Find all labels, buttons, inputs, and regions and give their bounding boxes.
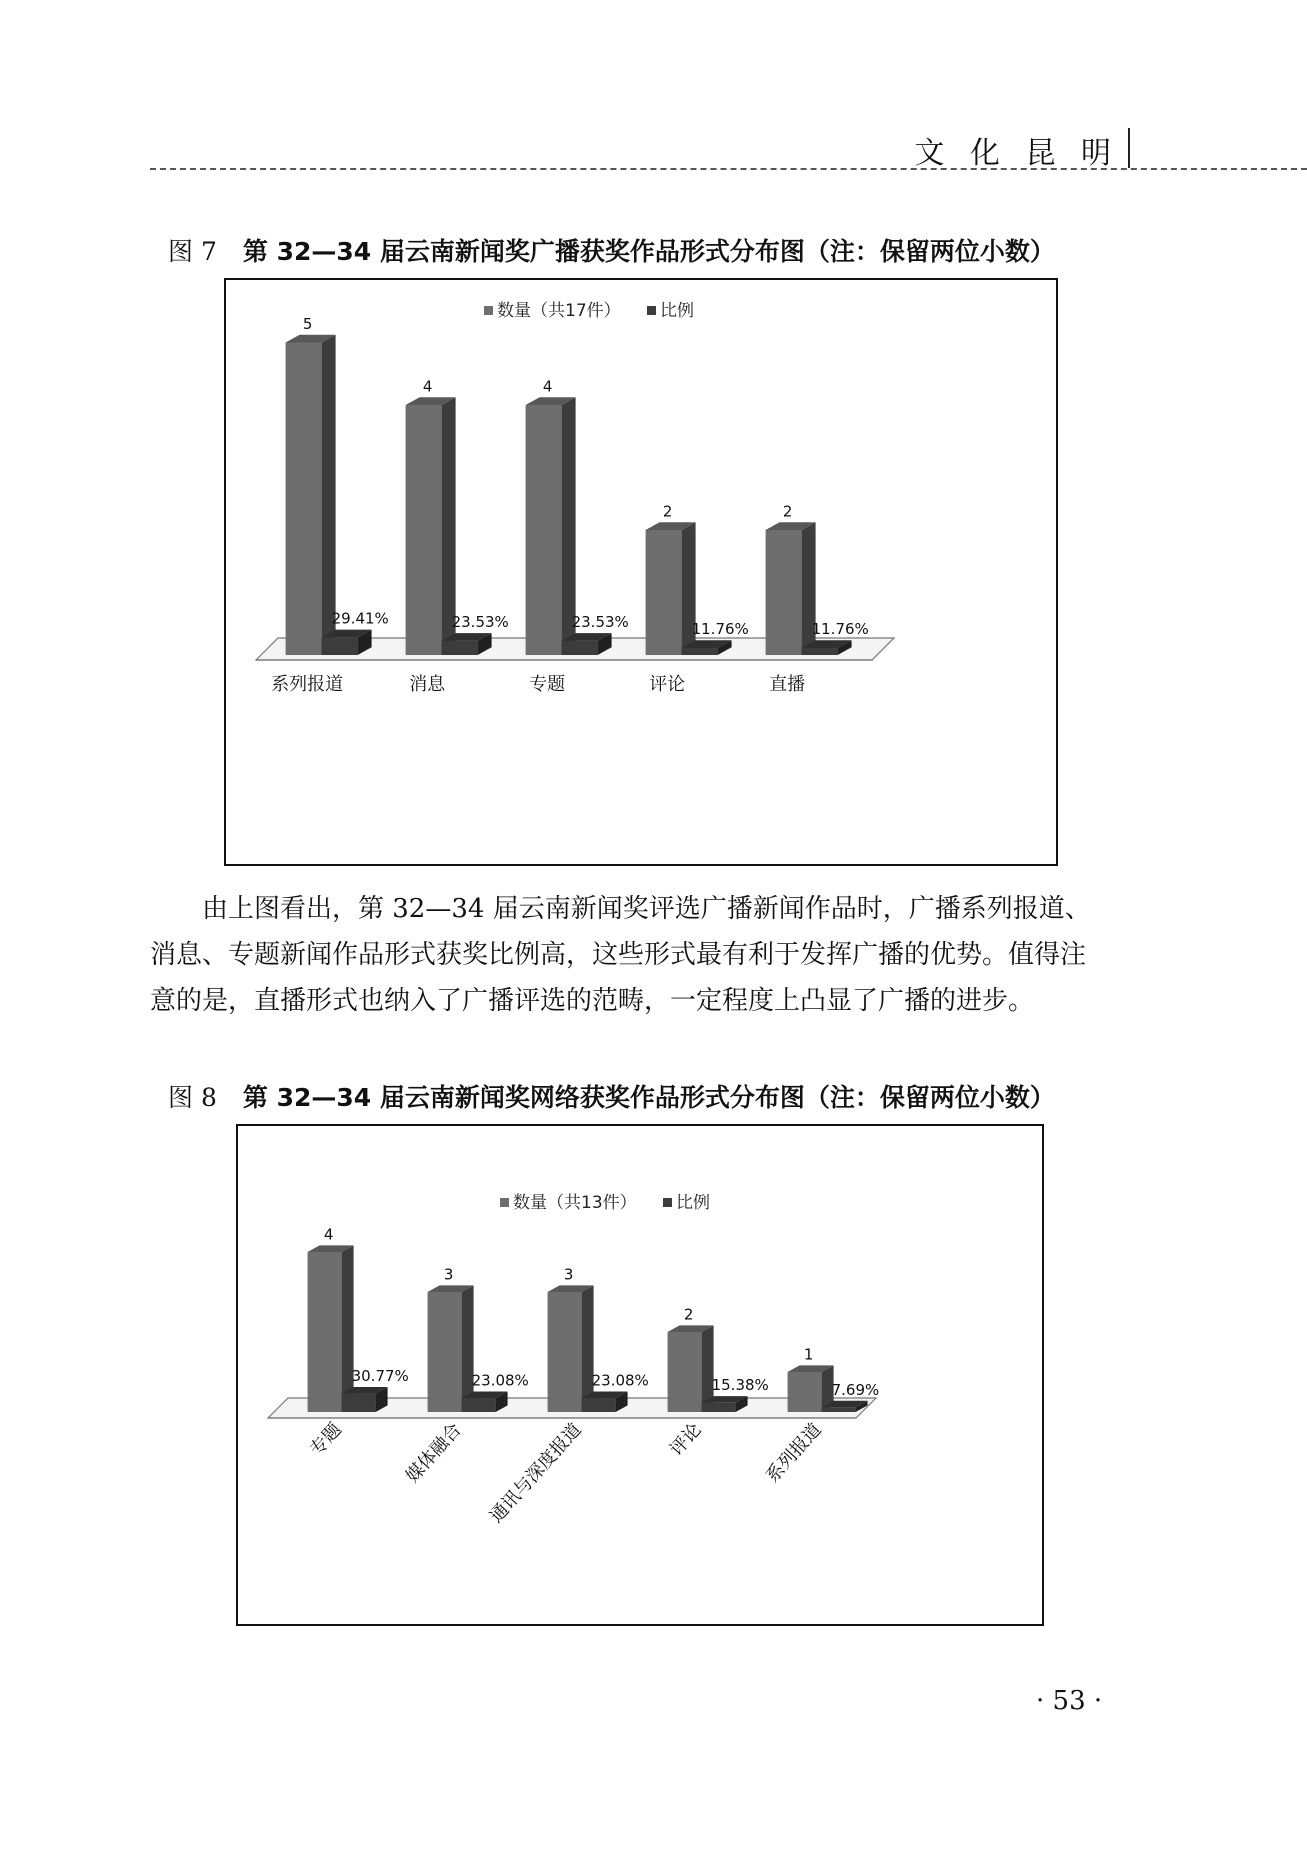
figure-7-chart [224, 278, 1058, 866]
data-label-ratio: 11.76% [811, 620, 869, 639]
page-number: · 53 · [1036, 1686, 1103, 1716]
data-label-ratio: 11.76% [691, 620, 749, 639]
data-label-ratio: 23.08% [471, 1371, 529, 1390]
legend-label: 比例 [676, 1193, 710, 1213]
bar-ratio [462, 1392, 508, 1412]
legend-swatch [647, 306, 656, 315]
bar-count [668, 1325, 714, 1412]
figure-7-title: 第 32—34 届云南新闻奖广播获奖作品形式分布图（注：保留两位小数） [242, 237, 1055, 266]
legend-swatch [500, 1198, 509, 1207]
data-label-ratio: 23.08% [591, 1371, 649, 1390]
figure-8-chart-svg [238, 1126, 1042, 1624]
bar-ratio [582, 1392, 628, 1412]
header-divider [1128, 128, 1130, 168]
figure-7-label: 图 7 [168, 237, 217, 266]
category-label: 直播 [769, 674, 806, 695]
bar-count [526, 397, 576, 655]
bar-ratio [342, 1387, 388, 1412]
legend-swatch [484, 306, 493, 315]
bar-count [766, 522, 816, 655]
data-label-ratio: 29.41% [331, 609, 389, 628]
data-label-count: 5 [302, 314, 313, 333]
bar-count [406, 397, 456, 655]
data-label-count: 3 [563, 1265, 574, 1284]
legend-label: 比例 [660, 301, 694, 321]
data-label-count: 4 [323, 1225, 334, 1244]
data-label-count: 2 [782, 502, 793, 521]
category-label: 评论 [666, 1419, 706, 1461]
category-label: 系列报道 [761, 1419, 826, 1487]
category-label: 媒体融合 [401, 1419, 466, 1487]
data-label-count: 3 [443, 1265, 454, 1284]
body-paragraph [150, 886, 1110, 1024]
data-label-count: 1 [803, 1345, 814, 1364]
category-label: 专题 [306, 1419, 346, 1461]
bar-count [308, 1245, 354, 1412]
data-label-count: 2 [683, 1305, 694, 1324]
figure-8-chart [236, 1124, 1044, 1626]
data-label-ratio: 23.53% [451, 613, 509, 632]
data-label-ratio: 23.53% [571, 613, 629, 632]
data-label-ratio: 15.38% [711, 1376, 769, 1395]
chart-legend [500, 1193, 710, 1213]
bar-count [548, 1285, 594, 1412]
bar-count [286, 335, 336, 655]
body-paragraph-text: 由上图看出，第 32—34 届云南新闻奖评选广播新闻作品时，广播系列报道、消息、专题新闻作品形式获奖比例高，这些形式最有利于发挥广播的优势。值得注意的是，直播形式也纳入了广播评选的范畴，一定程度上凸显了广播的进步。 [150, 894, 1091, 1016]
category-label: 专题 [529, 674, 566, 695]
legend-label: 数量（共13件） [513, 1193, 637, 1213]
header-rule [150, 168, 1307, 170]
category-label: 系列报道 [271, 674, 344, 695]
bar-ratio [322, 630, 372, 655]
chart-legend [484, 301, 694, 321]
data-label-ratio: 7.69% [831, 1380, 880, 1399]
figure-7-caption [168, 232, 1055, 268]
data-label-count: 2 [662, 502, 673, 521]
legend-swatch [663, 1198, 672, 1207]
bar-count [646, 522, 696, 655]
header-title: 文 化 昆 明 [914, 136, 1119, 171]
figure-8-caption [168, 1078, 1055, 1114]
data-label-count: 4 [422, 377, 433, 396]
figure-7-chart-svg [226, 280, 1056, 864]
data-label-count: 4 [542, 377, 553, 396]
category-label: 通讯与深度报道 [485, 1419, 586, 1527]
bar-count [428, 1285, 474, 1412]
figure-8-label: 图 8 [168, 1083, 217, 1112]
figure-8-title: 第 32—34 届云南新闻奖网络获奖作品形式分布图（注：保留两位小数） [242, 1083, 1055, 1112]
category-label: 消息 [409, 674, 446, 695]
category-label: 评论 [649, 674, 686, 695]
legend-label: 数量（共17件） [497, 301, 621, 321]
data-label-ratio: 30.77% [351, 1366, 409, 1385]
